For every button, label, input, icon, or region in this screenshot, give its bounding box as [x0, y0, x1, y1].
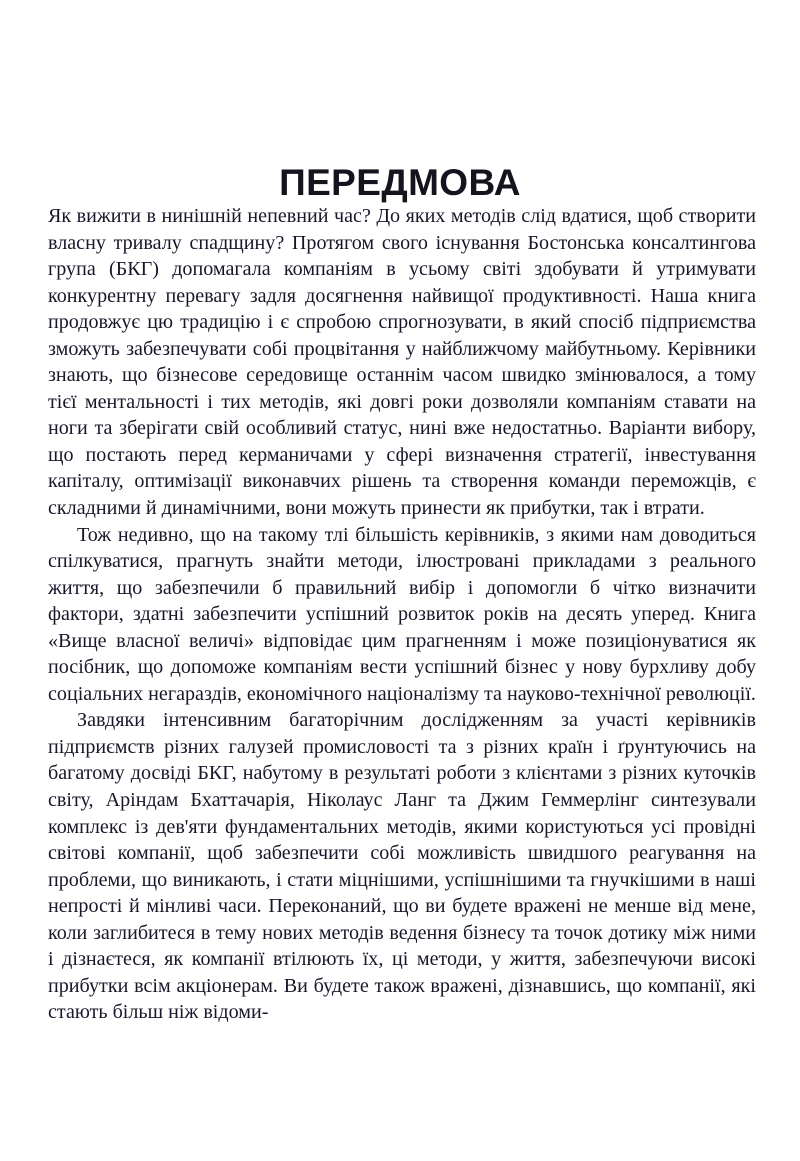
paragraph-3: Завдяки інтенсивним багаторічним дослідженням за участі керівників підприємств різних галузей промисловості та з різних країн і ґрунтуючись на багатому досвіді БКГ, набутому в результаті роботи з клієнтами з різних куточків світу, Аріндам Бхаттачарія, Ніколаус Ланг та Джим Геммерлінг синтезували комплекс із дев'яти фундаментальних методів, якими користуються усі провідні світові компанії, щоб забезпечити собі можливість швидшого реагування на проблеми, що виникають, і стати міцнішими, успішнішими та гнучкішими в наші непрості й мінливі часи. Переконаний, що ви будете вражені не менше від мене, коли заглибитеся в тему нових методів ведення бізнесу та точок дотику між ними і дізнаєтеся, як компанії втілюють їх, ці методи, у життя, забезпечуючи високі прибутки всім акціонерам. Ви будете також вражені, дізнавшись, що компанії, які стають більш ніж відоми-	[48, 709, 756, 1024]
page-title: ПЕРЕДМОВА	[279, 161, 521, 203]
paragraph-1: Як вижити в нинішній непевний час? До яких методів слід вдатися, щоб створити власну тривалу спадщину? Протягом свого існування Бостонська консалтингова група (БКГ) допомагала компаніям в усьому світі здобувати й утримувати конкурентну перевагу задля досягнення найвищої продуктивності. Наша книга продовжує цю традицію і є спробою спрогнозувати, в який спосіб підприємства зможуть забезпечувати собі процвітання у найближчому майбутньому. Керівники знають, що бізнесове середовище останнім часом швидко змінювалося, а тому тієї ментальності і тих методів, які довгі роки дозволяли компаніям ставати на ноги та зберігати свій особливий статус, нині вже недостатньо. Варіанти вибору, що постають перед керманичами у сфері визначення стратегії, інвестування капіталу, оптимізації виконавчих рішень та створення команди переможців, є складними й динамічними, вони можуть принести як прибутки, так і втрати.	[48, 205, 756, 520]
page-body-text	[48, 203, 756, 1026]
paragraph-2: Тож недивно, що на такому тлі більшість керівників, з якими нам доводиться спілкуватися, прагнуть знайти методи, ілюстровані прикладами з реального життя, що забезпечили б правильний вибір і допомогли б чітко визначити фактори, здатні забезпечити успішний розвиток років на десять уперед. Книга «Вище власної величі» відповідає цим прагненням і може позиціонуватися як посібник, що допоможе компаніям вести успішний бізнес у нову бурхливу добу соціальних негараздів, економічного націоналізму та науково-технічної революції.	[48, 523, 756, 705]
